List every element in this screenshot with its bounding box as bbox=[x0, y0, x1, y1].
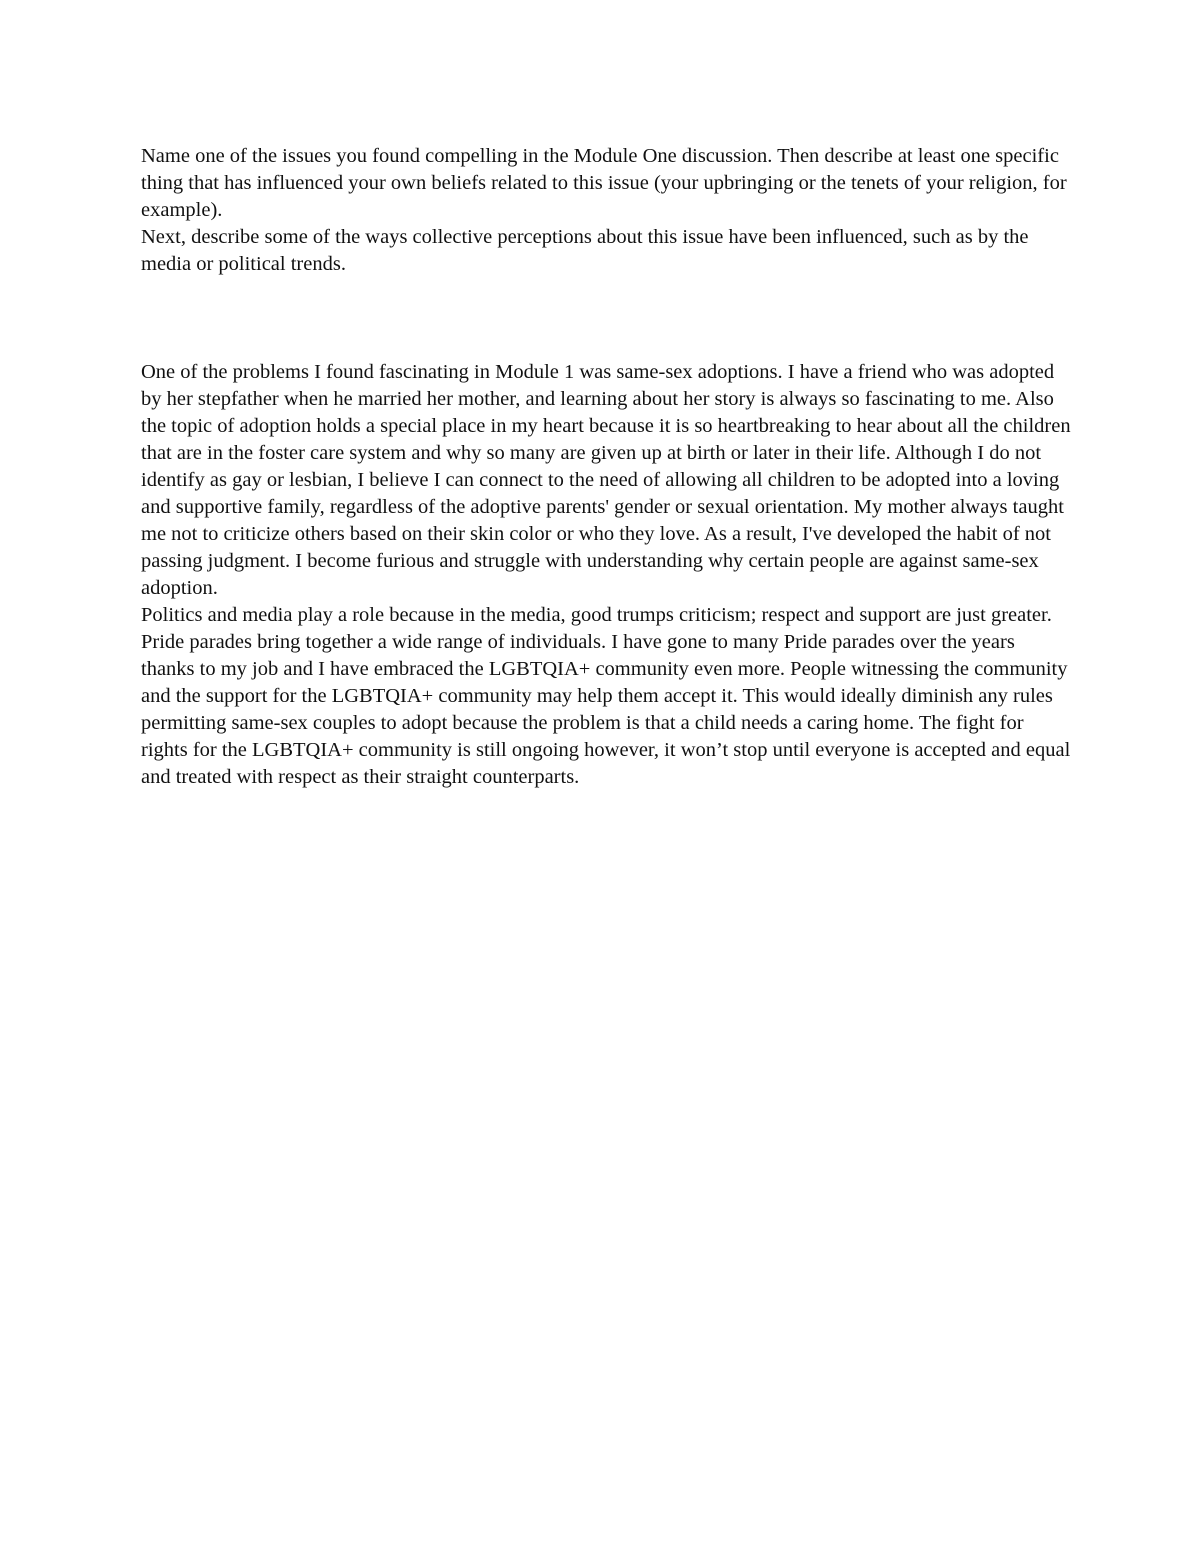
prompt-paragraph-2: Next, describe some of the ways collective perceptions about this issue have been influenced, such as by the media or political trends. bbox=[141, 226, 1029, 275]
student-response bbox=[141, 359, 1071, 791]
assignment-prompt bbox=[141, 143, 1071, 278]
prompt-paragraph-1: Name one of the issues you found compelling in the Module One discussion. Then describe at least one specific thing that has influenced your own beliefs related to this issue (your upbringing or the tenets of your religion, for example). bbox=[141, 145, 1067, 221]
response-paragraph-2: Politics and media play a role because in the media, good trumps criticism; respect and support are just greater. Pride parades bring together a wide range of individuals. I have gone to many Pride parades over the years thanks to my job and I have embraced the LGBTQIA+ community even more. People witnessing the community and the support for the LGBTQIA+ community may help them accept it. This would ideally diminish any rules permitting same-sex couples to adopt because the problem is that a child needs a caring home. The fight for rights for the LGBTQIA+ community is still ongoing however, it won’t stop until everyone is accepted and equal and treated with respect as their straight counterparts. bbox=[141, 604, 1071, 788]
response-paragraph-1: One of the problems I found fascinating in Module 1 was same-sex adoptions. I have a friend who was adopted by her stepfather when he married her mother, and learning about her story is always so fascinating to me. Also the topic of adoption holds a special place in my heart because it is so heartbreaking to hear about all the children that are in the foster care system and why so many are given up at birth or later in their life. Although I do not identify as gay or lesbian, I believe I can connect to the need of allowing all children to be adopted into a loving and supportive family, regardless of the adoptive parents' gender or sexual orientation. My mother always taught me not to criticize others based on their skin color or who they love. As a result, I've developed the habit of not passing judgment. I become furious and struggle with understanding why certain people are against same-sex adoption. bbox=[141, 361, 1071, 599]
document-body bbox=[141, 143, 1071, 791]
